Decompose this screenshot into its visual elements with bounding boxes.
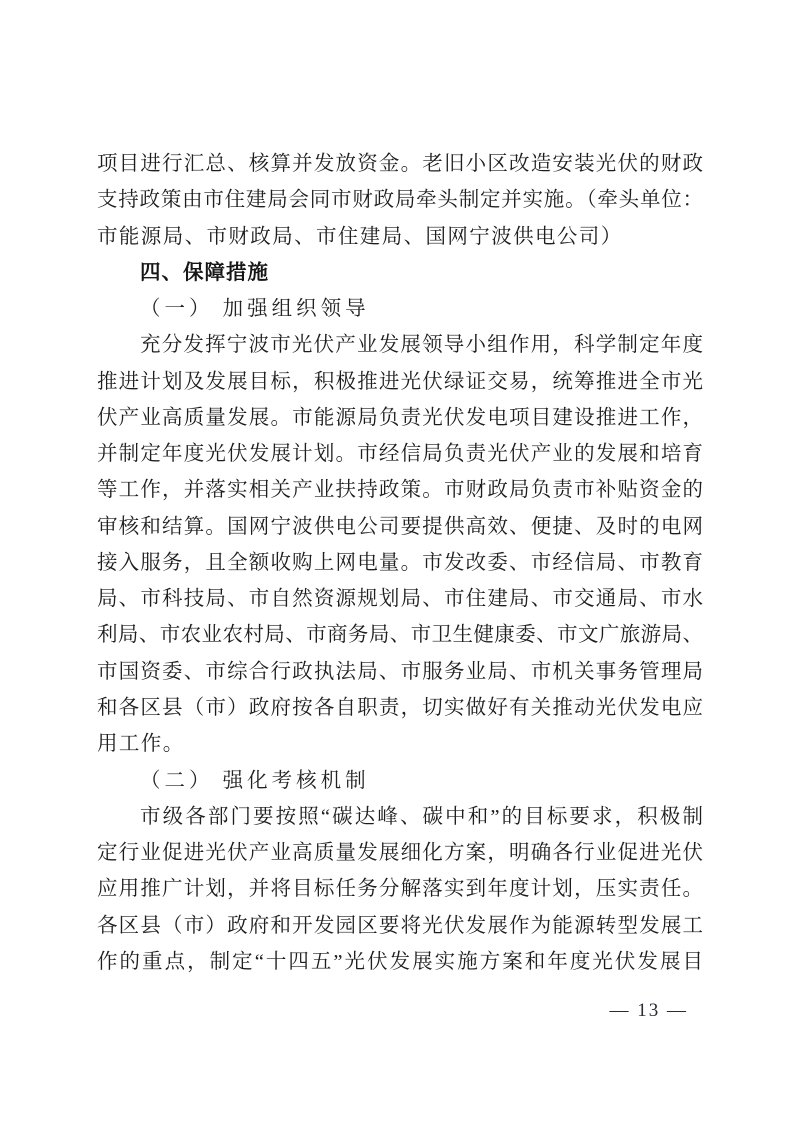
text-line: 项目进行汇总、核算并发放资金。老旧小区改造安装光伏的财政 bbox=[97, 153, 703, 175]
page-number: — 13 — bbox=[609, 1000, 688, 1021]
text-line: 接入服务，且全额收购上网电量。市发改委、市经信局、市教育 bbox=[97, 551, 703, 574]
section-heading: （一） 加强组织领导 bbox=[140, 298, 370, 321]
text-line: 市国资委、市综合行政执法局、市服务业局、市机关事务管理局 bbox=[97, 660, 703, 683]
text-line: 市能源局、市财政局、市住建局、国网宁波供电公司） bbox=[97, 225, 623, 248]
text-line: 局、市科技局、市自然资源规划局、市住建局、市交通局、市水 bbox=[97, 588, 703, 611]
text-line: 推进计划及发展目标，积极推进光伏绿证交易，统筹推进全市光 bbox=[97, 370, 703, 393]
text-line: 等工作，并落实相关产业扶持政策。市财政局负责市补贴资金的 bbox=[97, 479, 703, 502]
text-line: 并制定年度光伏发展计划。市经信局负责光伏产业的发展和培育 bbox=[97, 443, 703, 466]
text-line: 各区县（市）政府和开发园区要将光伏发展作为能源转型发展工 bbox=[97, 914, 703, 937]
text-line: 利局、市农业农村局、市商务局、市卫生健康委、市文广旅游局、 bbox=[97, 624, 703, 647]
text-line: 应用推广计划，并将目标任务分解落实到年度计划，压实责任。 bbox=[97, 878, 703, 901]
text-line: 定行业促进光伏产业高质量发展细化方案，明确各行业促进光伏 bbox=[97, 842, 703, 865]
text-line: 市级各部门要按照“碳达峰、碳中和”的目标要求，积极制 bbox=[140, 805, 703, 828]
text-line: 伏产业高质量发展。市能源局负责光伏发电项目建设推进工作， bbox=[97, 406, 703, 429]
document-body bbox=[97, 146, 703, 980]
section-heading: 四、保障措施 bbox=[140, 260, 269, 284]
text-line: 用工作。 bbox=[97, 733, 185, 756]
text-line: 审核和结算。国网宁波供电公司要提供高效、便捷、及时的电网 bbox=[97, 515, 703, 538]
section-heading: （二） 强化考核机制 bbox=[140, 769, 370, 792]
text-line: 支持政策由市住建局会同市财政局牵头制定并实施。（牵头单位： bbox=[97, 189, 703, 212]
text-line: 充分发挥宁波市光伏产业发展领导小组作用，科学制定年度 bbox=[140, 334, 703, 357]
text-line: 和各区县（市）政府按各自职责，切实做好有关推动光伏发电应 bbox=[97, 696, 703, 719]
text-line: 作的重点，制定“十四五”光伏发展实施方案和年度光伏发展目 bbox=[97, 950, 703, 973]
